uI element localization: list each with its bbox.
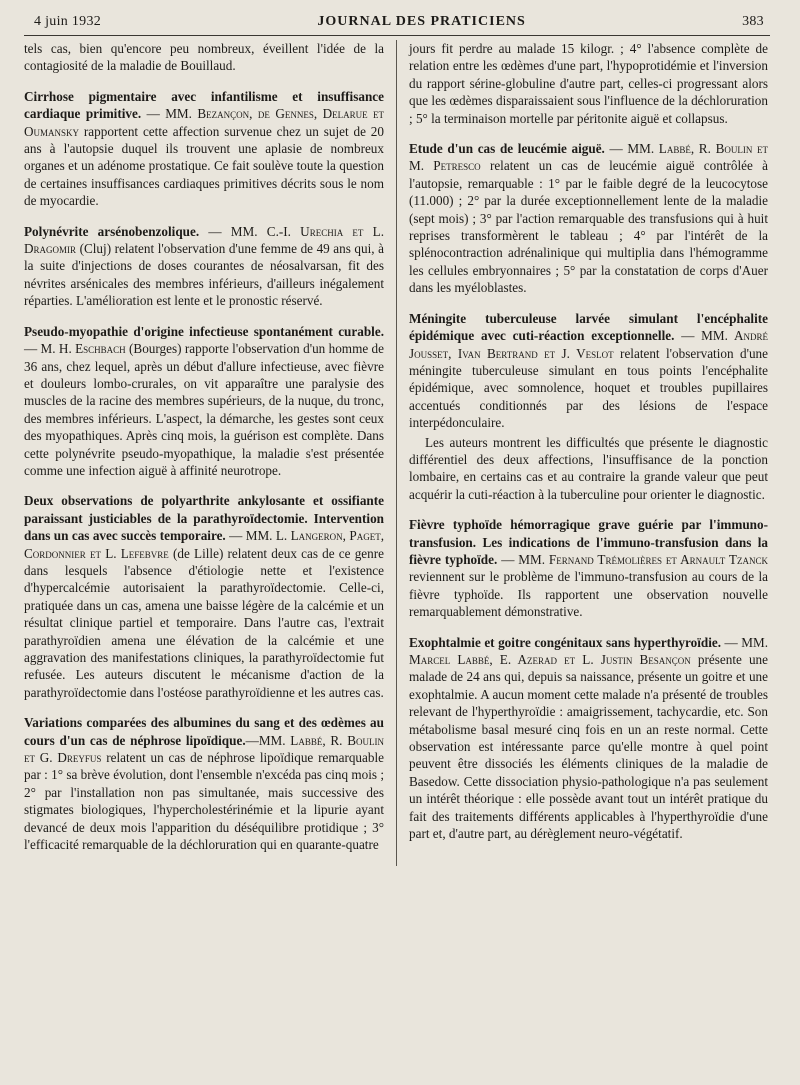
article-body: relatent l'observation d'une méningite tuberculeuse simulant en tous points l'encéphalite épidémique, avec somnolence, hoquet et troubles pupillaires accentués conditionnés par des lésions de l'espace interpédonculaire. <box>409 345 768 431</box>
article-exophtalmie <box>409 634 768 843</box>
header-journal-title: JOURNAL DES PRATICIENS <box>317 14 526 29</box>
article-body: (Bourges) rapporte l'observation d'un homme de 36 ans, chez lequel, après un début d'allure infectieuse, avec fièvre et douleurs lombo-crurales, on vit apparaître une paralysie des muscles de la racine des membres supérieurs, de la nuque, du tronc, des membres inférieurs. L'aspect, la démarche, les gestes sont ceux des myopathiques. Après cinq mois, la guérison est complète. Dans cette polynévrite pseudo-myopathique, la maladie s'est présentée comme une infection aiguë à affinité neurotrope. <box>24 341 384 478</box>
article-title: Pseudo-myopathie d'origine infectieuse spontanément curable. <box>24 323 384 339</box>
article-body: présente une malade de 24 ans qui, depuis sa naissance, présente un goitre et une exophtalmie. A aucun moment cette malade n'a présenté de troubles relevant de l'hyperthyroïdie : amaigrissement, tachycardie, etc. Son métabolisme basal mesuré cinq fois en un an reste normal. Cette observation est intéressante parce qu'elle montre à quel point peuvent être dissociés les éléments cliniques de la maladie de Basedow. Cette dissociation physio-pathologique n'a pas seulement un intérêt théorique : elle possède avant tout un intérêt pratique du fait des traitements différents applicables à l'hyperthyroïdie d'une part et, d'autre part, au dérèglement neuro-végétatif. <box>409 652 768 842</box>
two-column-body <box>24 40 770 866</box>
header-page-number: 383 <box>742 14 764 29</box>
article-pseudo-myopathie <box>24 323 384 480</box>
article-title: Fièvre typhoïde hémorragique grave guérie par l'immuno-transfusion. Les indications de l'immuno-transfusion dans la fièvre typhoïde. <box>409 517 768 567</box>
article-leucemie <box>409 140 768 297</box>
article-authors: — MM. Fernand Trémolières et Arnault Tzanck <box>501 551 768 567</box>
article-albumines <box>24 714 384 853</box>
intro-paragraph: tels cas, bien qu'encore peu nombreux, éveillent l'idée de la contagiosité de la maladie de Bouillaud. <box>24 41 384 74</box>
article-body: rapportent cette affection survenue chez un sujet de 20 ans à l'autopsie duquel ils trouvent une aplasie de nombreux organes et un adénome prostatique. Ce fait soulève toute la question de certaines insuffisances cardiaques primitives décrits sous le nom de myocardie. <box>24 123 384 209</box>
header-rule <box>24 35 770 36</box>
article-albumines-continued: jours fit perdre au malade 15 kilogr. ; 4° l'absence complète de relation entre les œdèmes d'une part, l'hypoprotidémie et l'inversion du rapport sérine-globuline d'autre part, celles-ci progressant alors que les œdèmes disparaissaient sous l'influence de la déchloruration ; 5° la terminaison mortelle par péritonite aiguë et collapsus. <box>409 41 768 126</box>
header-date: 4 juin 1932 <box>34 14 102 29</box>
article-authors: —MM. Labbé, R. Boulin et G. Dreyfus <box>24 732 384 766</box>
article-body: (de Lille) relatent deux cas de ce genre dans lesquels l'absence d'étiologie nette et l'existence d'hypercalcémie autorisaient la parathyroïdectomie. Celle-ci, pratiquée dans un cas, amena une baisse légère de la calcémie et un résultat clinique partiel et temporaire. Dans l'autre cas, l'extrait parathyroïdien amena une élévation de la calcémie et une aggravation des manifestations cliniques, la parathyroïdectomie fut refusée. Les auteurs discutent le mécanisme d'action de la parathyroïdectomie dans l'ostéose parathyroïdienne et les autres cas. <box>24 545 384 700</box>
article-body: relatent un cas de néphrose lipoïdique remarquable par : 1° sa brève évolution, dont l'ensemble n'excéda pas cinq mois ; 2° par l'installation non pas simultanée, mais successive des stigmates biologiques, l'hypercholestérinémie et la lipurie ayant devancé de deux mois l'apparition du déséquilibre protidique ; 3° l'efficacité remarquable de la déchloruration qui en quarante-quatre <box>24 750 384 853</box>
article-authors: — MM. Labbé, R. Boulin et M. Petresco <box>409 141 769 174</box>
article-meningite <box>409 310 768 503</box>
article-title: Variations comparées des albumines du sang et des œdèmes au cours d'un cas de néphrose lipoïdique. <box>24 715 384 748</box>
article-title: Deux observations de polyarthrite ankylosante et ossifiante paraissant justiciables de la parathyroïdectomie. Intervention dans un cas avec succès temporaire. <box>24 493 384 544</box>
article-fievre-typhoide <box>409 516 768 620</box>
article-body-second-paragraph: Les auteurs montrent les difficultés que présente le diagnostic différentiel des deux affections, l'insuffisance de la ponction lombaire, en certains cas et au contraire la grande valeur que peut acquérir la cuti-réaction à la tuberculine pour orienter le diagnostic. <box>409 434 768 502</box>
article-authors: — MM. André Jousset, Ivan Bertrand et J. Veslot <box>409 328 769 361</box>
article-body: reviennent sur le problème de l'immuno-transfusion au cours de la fièvre typhoïde. Ils rapportent une observation nouvelle remarquablement démonstrative. <box>409 569 768 620</box>
article-title: Etude d'un cas de leucémie aiguë. <box>409 141 605 157</box>
article-authors: — MM. C.-I. Urechia et L. Dragomir <box>24 223 384 257</box>
article-body: (Cluj) relatent l'observation d'une femme de 49 ans qui, à la suite d'injections de doses courantes de néosalvarsan, fit des névrites arsénicales des membres inférieurs, d'ailleurs inégalement réparties. L'amélioration est lente et le pronostic réservé. <box>24 241 384 309</box>
article-polyarthrite <box>24 492 384 701</box>
right-column <box>396 40 768 866</box>
article-title: Exophtalmie et goitre congénitaux sans hyperthyroïdie. <box>409 634 722 650</box>
article-polynevrite <box>24 223 384 310</box>
article-authors: — MM. Bezançon, de Gennes, Delarue et Oumansky <box>24 106 385 139</box>
running-header <box>24 14 770 30</box>
article-authors: — M. H. Eschbach <box>24 341 126 357</box>
article-authors: — MM. Marcel Labbé, E. Azerad et L. Justin Besançon <box>409 634 769 667</box>
article-title: Cirrhose pigmentaire avec infantilisme et insuffisance cardiaque primitive. <box>24 88 384 122</box>
article-cirrhose <box>24 88 384 210</box>
article-body: relatent un cas de leucémie aiguë contrôlée à l'autopsie, remarquable : 1° par le faible degré de la leucocytose (11.000) ; 2° par la durée exceptionnellement lente de la maladie (sept mois) ; 3° par l'action remarquable des transfusions qui à huit reprises transformèrent le tableau ; 4° par l'intérêt de la splénocontraction adrénalinique qui multiplia dans l'hémogramme les cellules embryonnaires ; 5° par la constatation de corps d'Auer dans les myéloblastes. <box>409 158 768 296</box>
article-title: Méningite tuberculeuse larvée simulant l'encéphalite épidémique avec cuti-réaction exceptionnelle. <box>409 310 768 344</box>
article-authors: — MM. L. Langeron, Paget, Cordonnier et L. Lefebvre <box>24 528 385 561</box>
left-column <box>24 40 396 866</box>
article-title: Polynévrite arsénobenzolique. <box>24 223 200 239</box>
